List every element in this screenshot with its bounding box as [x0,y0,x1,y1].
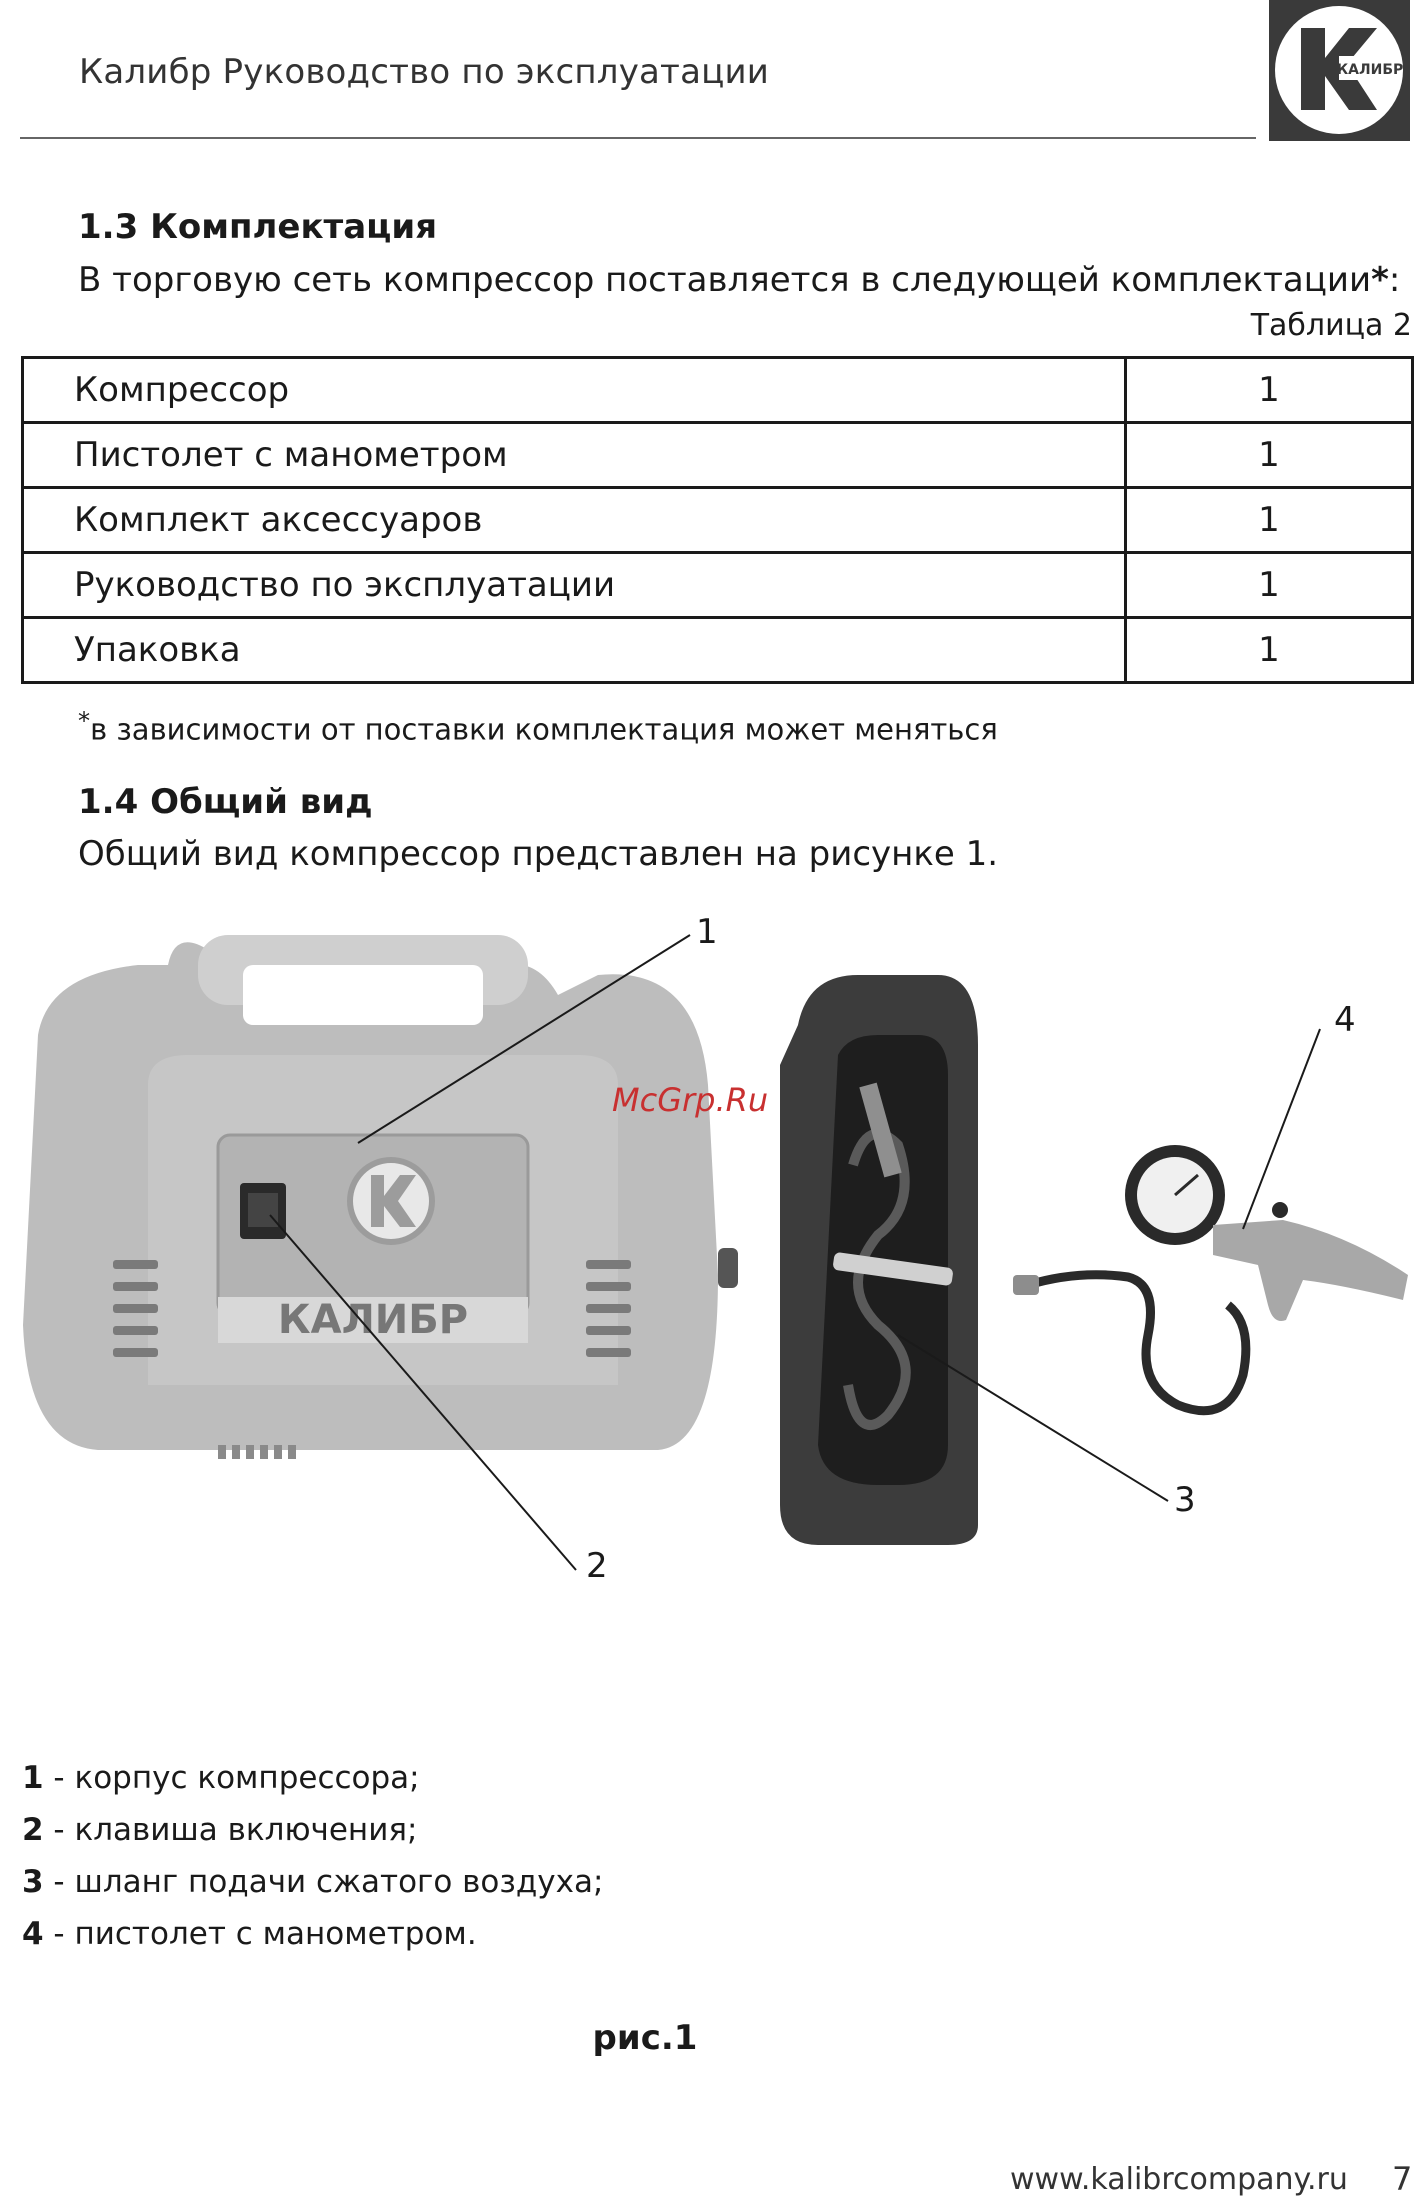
table-label: Таблица 2 [1250,308,1412,343]
footnote-text: в зависимости от поставки комплектация может меняться [90,712,998,747]
gauge-pistol-illustration [1013,1145,1408,1411]
footer-url-link[interactable]: www.kalibrcompany.ru [1010,2162,1348,2197]
table-row [23,488,1413,553]
table-row [23,553,1413,618]
legend-text: - шланг подачи сжатого воздуха; [43,1864,604,1900]
legend-item [22,1864,603,1900]
intro-asterisk: * [1371,260,1389,300]
item-name: Пистолет с манометром [23,423,1126,488]
callout-2: 2 [586,1546,608,1585]
compressor-side-illustration [780,975,978,1545]
section-1-3-heading: 1.3 Комплектация [78,207,438,247]
contents-table [21,356,1414,684]
intro-text: В торговую сеть компрессор поставляется в следующей комплектации [78,260,1372,300]
figure-caption: рис.1 [592,2018,698,2058]
item-name: Руководство по эксплуатации [23,553,1126,618]
compressor-body-illustration [23,935,738,1459]
legend-text: - корпус компрессора; [43,1760,420,1796]
item-qty: 1 [1126,488,1413,553]
page-number: 7 [1392,2160,1413,2198]
footnote-asterisk: * [78,707,91,735]
item-name: Комплект аксессуаров [23,488,1126,553]
table-row [23,618,1413,683]
callout-1: 1 [696,912,718,952]
section-1-4-heading: 1.4 Общий вид [78,782,373,822]
legend-item [22,1812,417,1848]
header-divider [20,137,1256,139]
legend-text: - клавиша включения; [43,1812,418,1848]
item-name: Упаковка [23,618,1126,683]
intro-colon: : [1388,260,1401,300]
watermark: McGrp.Ru [612,1081,769,1119]
item-name: Компрессор [23,358,1126,423]
table-row [23,423,1413,488]
table-row [23,358,1413,423]
compressor-figure [18,905,1414,1585]
item-qty: 1 [1126,423,1413,488]
item-qty: 1 [1126,553,1413,618]
callout-4: 4 [1334,1000,1356,1040]
item-qty: 1 [1126,358,1413,423]
svg-text:КАЛИБР: КАЛИБР [1336,62,1404,78]
legend-num: 4 [22,1916,44,1952]
legend-num: 2 [22,1812,44,1848]
item-qty: 1 [1126,618,1413,683]
section-1-3-intro [78,260,1400,300]
compressor-brand-label: КАЛИБР [277,1297,469,1343]
section-1-4-intro: Общий вид компрессор представлен на рисунке 1. [78,834,999,874]
legend-item [22,1916,477,1952]
legend-item [22,1760,420,1796]
legend-num: 1 [22,1760,44,1796]
page-header-title: Калибр Руководство по эксплуатации [79,52,770,92]
legend-num: 3 [22,1864,44,1900]
callout-3: 3 [1174,1480,1196,1520]
kalibr-logo [1269,0,1410,141]
table-footnote [78,707,998,747]
legend-text: - пистолет с манометром. [43,1916,477,1952]
